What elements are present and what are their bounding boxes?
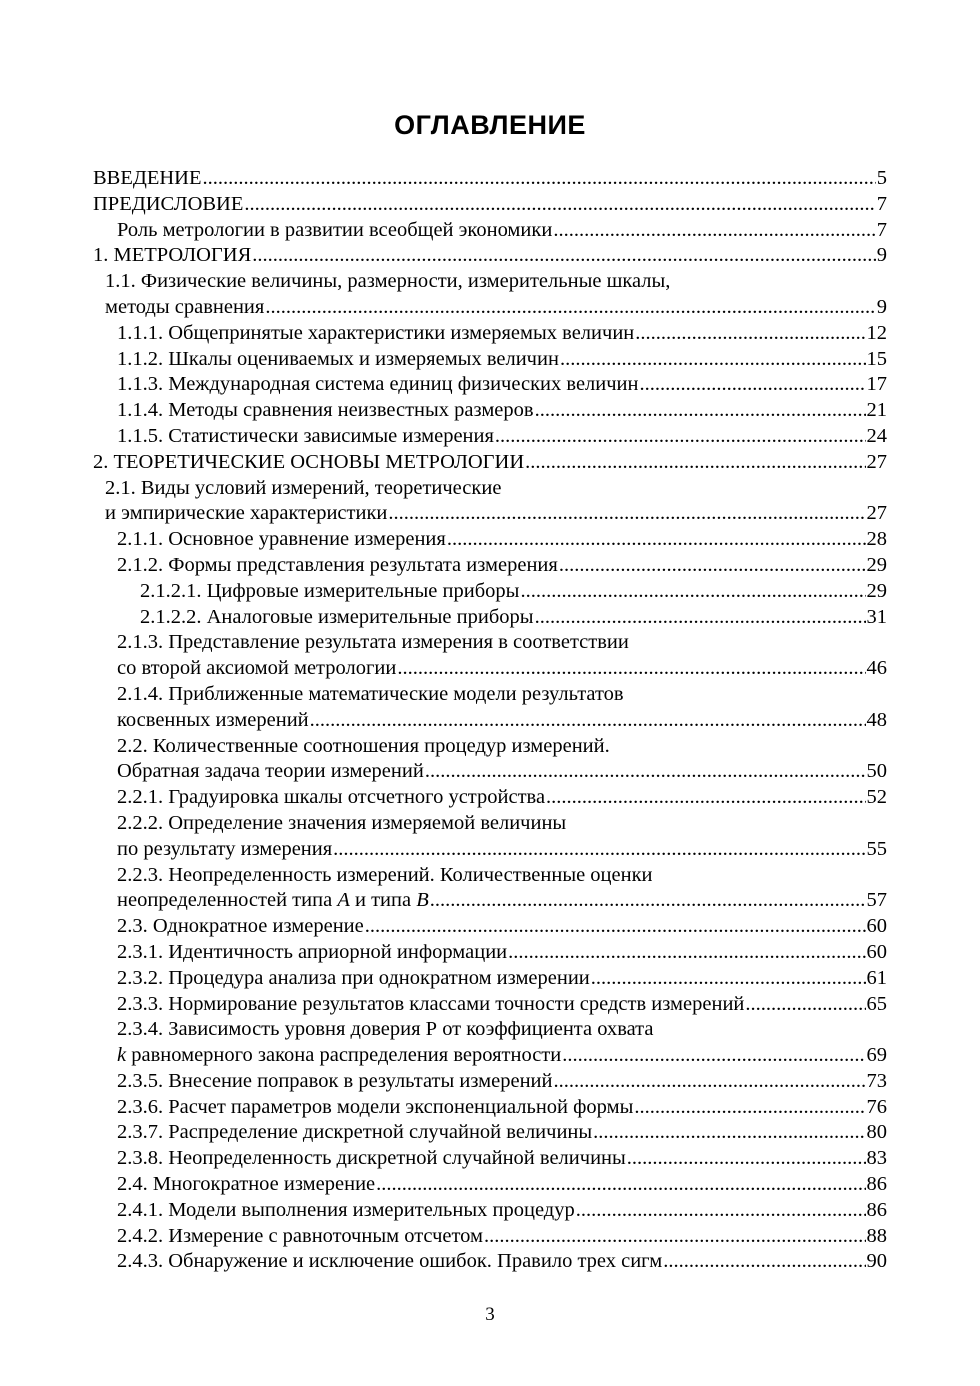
toc-entry-text: 1. МЕТРОЛОГИЯ	[93, 244, 252, 267]
toc-entry-page: 29	[866, 553, 887, 576]
toc-entry-text: 2.3.5. Внесение поправок в результаты измерений	[117, 1069, 553, 1092]
toc-entry-text: 2.3.2. Процедура анализа при однократном измерении	[117, 966, 590, 989]
toc-entry[interactable]	[93, 527, 887, 553]
toc-entry-page: 28	[866, 528, 887, 551]
toc-entry-page: 46	[866, 657, 887, 680]
toc-entry[interactable]	[93, 166, 887, 192]
toc-entry-text: 2.1.2.1. Цифровые измерительные приборы	[140, 579, 520, 602]
toc-entry-text: 2.1. Виды условий измерений, теоретические	[105, 476, 502, 499]
toc-entry-page: 76	[866, 1095, 887, 1118]
toc-entry-page: 52	[866, 786, 887, 809]
toc-entry-text: Роль метрологии в развитии всеобщей экономики	[117, 218, 553, 241]
toc-entry[interactable]	[93, 1120, 887, 1146]
toc-entry[interactable]	[93, 321, 887, 347]
toc-entry-text: методы сравнения	[105, 295, 265, 318]
toc-entry[interactable]	[93, 1146, 887, 1172]
toc-entry-text: 2.1.2. Формы представления результата измерения	[117, 553, 558, 576]
toc-entry-text: ВВЕДЕНИЕ	[93, 167, 202, 189]
toc-entry-text: и эмпирические характеристики	[105, 502, 388, 525]
toc-entry-text: k равномерного закона распределения вероятности	[117, 1044, 562, 1067]
toc-entry[interactable]	[93, 579, 887, 605]
toc-entry-page: 27	[866, 502, 887, 525]
toc-entry[interactable]	[93, 295, 887, 321]
toc-entry[interactable]	[93, 372, 887, 398]
toc-entry-text: 2.1.2.2. Аналоговые измерительные приборы	[140, 605, 534, 628]
toc-entry-text: Обратная задача теории измерений	[117, 760, 424, 783]
toc-entry-page: 50	[866, 760, 887, 783]
toc-entry-text: 2.2.3. Неопределенность измерений. Количественные оценки	[117, 863, 653, 886]
toc-entry-page: 90	[866, 1250, 887, 1273]
toc-entry-page: 24	[866, 424, 887, 447]
toc-entry[interactable]	[93, 1069, 887, 1095]
toc-entry[interactable]	[93, 966, 887, 992]
toc-entry-page: 9	[876, 244, 887, 267]
toc-entry-page: 12	[866, 321, 887, 344]
toc-entry-page: 80	[866, 1121, 887, 1144]
toc-entry-text: 1.1.3. Международная система единиц физических величин	[117, 373, 639, 396]
toc-entry-text: 2.1.3. Представление результата измерения в соответствии	[117, 631, 629, 654]
toc-entry[interactable]	[93, 759, 887, 785]
toc-entry-page: 88	[866, 1224, 887, 1247]
toc-entry-text: 2.3.4. Зависимость уровня доверия Р от коэффициента охвата	[117, 1018, 654, 1041]
toc-entry-text: 2.4.1. Модели выполнения измерительных процедур	[117, 1198, 575, 1221]
toc-entry-text: 1.1.2. Шкалы оцениваемых и измеряемых величин	[117, 347, 559, 370]
toc-entry-page: 61	[866, 966, 887, 989]
toc-entry[interactable]	[93, 476, 887, 502]
toc-entry[interactable]	[93, 1198, 887, 1224]
toc-entry[interactable]	[93, 192, 887, 218]
toc-entry-text: 2.3.7. Распределение дискретной случайной величины	[117, 1121, 593, 1144]
toc-entry[interactable]	[93, 347, 887, 373]
toc-entry[interactable]	[93, 398, 887, 424]
toc-entry[interactable]	[93, 553, 887, 579]
toc-entry[interactable]	[93, 708, 887, 734]
toc-entry-text: 2.3.3. Нормирование результатов классами точности средств измерений	[117, 992, 745, 1015]
toc-entry-text: 2.3. Однократное измерение	[117, 915, 364, 938]
toc-entry-text: 2.4.2. Измерение с равноточным отсчетом	[117, 1224, 484, 1247]
toc-entry-text: 2.3.8. Неопределенность дискретной случайной величины	[117, 1147, 626, 1170]
toc-entry[interactable]	[93, 450, 887, 476]
toc-entry[interactable]	[93, 734, 887, 760]
toc-entry-text: 2.4.3. Обнаружение и исключение ошибок. Правило трех сигм	[117, 1250, 663, 1273]
toc-entry-text: 2.2.2. Определение значения измеряемой величины	[117, 811, 567, 834]
toc-entry-page: 48	[866, 708, 887, 731]
toc-entry[interactable]	[93, 914, 887, 940]
toc-entry[interactable]	[93, 992, 887, 1018]
toc-entry[interactable]	[93, 682, 887, 708]
toc-entry[interactable]	[93, 1095, 887, 1121]
toc-entry-page: 86	[866, 1173, 887, 1196]
toc-entry[interactable]	[93, 1224, 887, 1250]
toc-entry-text: 2.4. Многократное измерение	[117, 1173, 376, 1196]
toc-entry-text: 2.1.1. Основное уравнение измерения	[117, 528, 446, 551]
toc-entry-page: 83	[866, 1147, 887, 1170]
toc-entry-page: 9	[876, 295, 887, 318]
toc-entry[interactable]	[93, 940, 887, 966]
table-of-contents	[93, 166, 887, 1275]
toc-entry[interactable]	[93, 269, 887, 295]
toc-entry-page: 86	[866, 1198, 887, 1221]
toc-entry-text: 1.1.1. Общепринятые характеристики измеряемых величин	[117, 321, 635, 344]
toc-entry-page: 60	[866, 915, 887, 938]
toc-entry-page: 21	[866, 399, 887, 422]
toc-entry-text: 2.2. Количественные соотношения процедур измерений.	[117, 734, 610, 757]
toc-entry[interactable]	[93, 811, 887, 837]
toc-entry[interactable]	[93, 888, 887, 914]
toc-entry-text: со второй аксиомой метрологии	[117, 657, 397, 680]
toc-entry-page: 17	[866, 373, 887, 396]
toc-entry[interactable]	[93, 501, 887, 527]
toc-entry[interactable]	[93, 863, 887, 889]
toc-entry-text: 2. ТЕОРЕТИЧЕСКИЕ ОСНОВЫ МЕТРОЛОГИИ	[93, 450, 525, 473]
toc-entry[interactable]	[93, 630, 887, 656]
toc-entry-page: 65	[866, 992, 887, 1015]
page-title: ОГЛАВЛЕНИЕ	[394, 110, 586, 140]
toc-entry[interactable]	[93, 1017, 887, 1043]
toc-entry[interactable]	[93, 1043, 887, 1069]
toc-entry-text: 2.1.4. Приближенные математические модели результатов	[117, 682, 624, 705]
toc-entry-text: 2.3.1. Идентичность априорной информации	[117, 940, 508, 963]
toc-entry-text: неопределенностей типа A и типа B	[117, 889, 429, 912]
toc-entry-page: 55	[866, 837, 887, 860]
toc-entry[interactable]	[93, 243, 887, 269]
toc-entry-page: 7	[876, 192, 887, 215]
toc-entry-page: 73	[866, 1069, 887, 1092]
toc-entry-text: косвенных измерений	[117, 708, 309, 731]
toc-entry[interactable]	[93, 605, 887, 631]
toc-entry-text: ПРЕДИСЛОВИЕ	[93, 192, 244, 215]
toc-entry-page: 29	[866, 579, 887, 602]
toc-entry-page: 31	[866, 605, 887, 628]
toc-entry-page: 57	[866, 889, 887, 912]
toc-entry[interactable]	[93, 837, 887, 863]
toc-entry-page: 60	[866, 940, 887, 963]
page-number: 3	[485, 1304, 495, 1325]
toc-entry[interactable]	[93, 1249, 887, 1275]
toc-entry[interactable]	[93, 218, 887, 244]
toc-entry-text: 2.2.1. Градуировка шкалы отсчетного устройства	[117, 786, 546, 809]
toc-entry-text: 1.1.4. Методы сравнения неизвестных размеров	[117, 399, 534, 422]
toc-entry-text: 1.1.5. Статистически зависимые измерения	[117, 424, 494, 447]
toc-entry-text: 2.3.6. Расчет параметров модели экспоненциальной формы	[117, 1095, 634, 1118]
toc-entry-page: 27	[866, 450, 887, 473]
toc-entry-page: 5	[876, 167, 887, 189]
toc-entry[interactable]	[93, 656, 887, 682]
toc-entry-text: по результату измерения	[117, 837, 333, 860]
toc-entry[interactable]	[93, 785, 887, 811]
toc-entry-text: 1.1. Физические величины, размерности, измерительные шкалы,	[105, 270, 671, 293]
toc-entry-page: 15	[866, 347, 887, 370]
toc-entry[interactable]	[93, 424, 887, 450]
toc-entry[interactable]	[93, 1172, 887, 1198]
toc-entry-page: 69	[866, 1044, 887, 1067]
toc-entry-page: 7	[876, 218, 887, 241]
